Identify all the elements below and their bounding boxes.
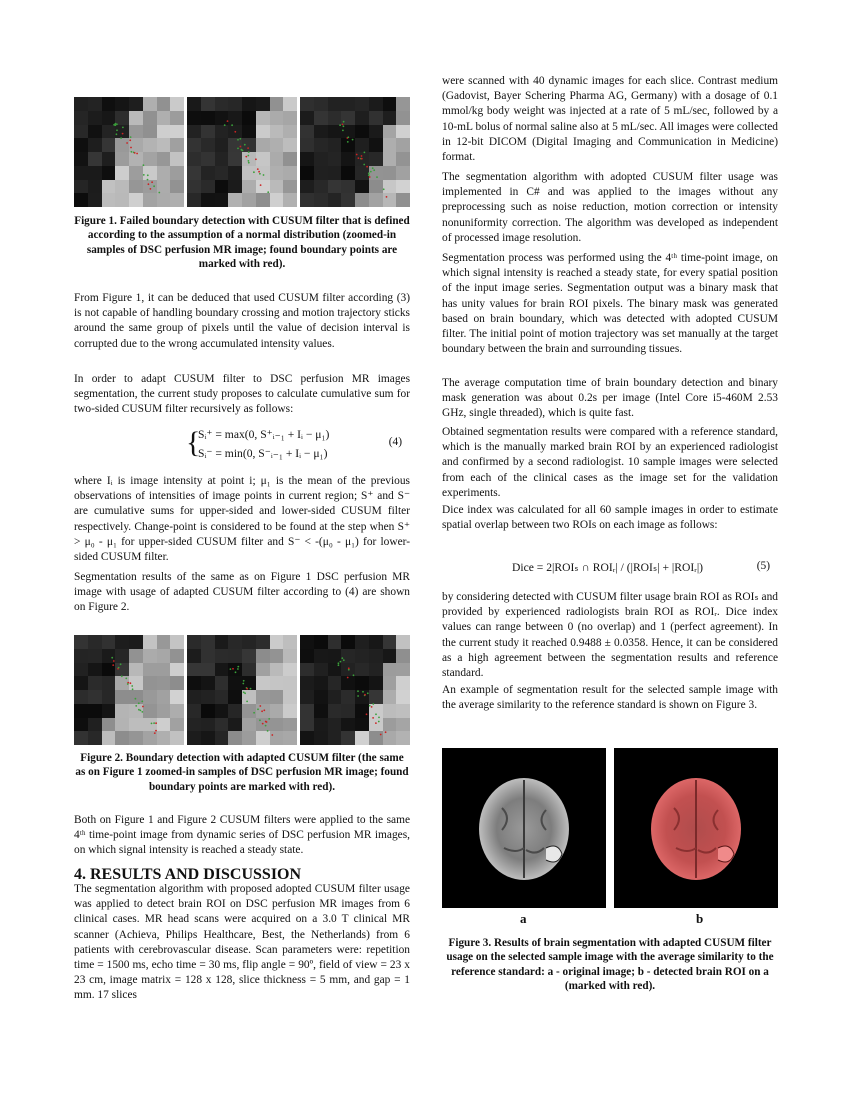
- boundary-points-overlay: [74, 97, 184, 207]
- boundary-point: [261, 710, 263, 712]
- figure-3-label-b: b: [696, 911, 704, 926]
- boundary-point: [372, 703, 374, 705]
- boundary-point: [120, 137, 122, 139]
- equation-4-number: (4): [388, 436, 402, 448]
- boundary-point: [368, 174, 370, 176]
- boundary-point: [118, 667, 120, 669]
- boundary-point: [258, 171, 260, 173]
- boundary-point: [237, 666, 239, 668]
- boundary-point: [265, 725, 267, 727]
- boundary-point: [158, 192, 160, 194]
- figure-3-caption: Figure 3. Results of brain segmentation with adapted CUSUM filter usage on the selected sample image with the average similarity to the reference standard: a - original image; b - detected brain ROI on a (marked with red).: [446, 937, 774, 993]
- boundary-point: [361, 158, 363, 160]
- boundary-point: [150, 188, 152, 190]
- boundary-point: [380, 734, 382, 736]
- boundary-point: [132, 688, 134, 690]
- boundary-point: [347, 677, 349, 679]
- equation-4-line-1: Sᵢ⁺ = max(0, S⁺ᵢ₋₁ + Iᵢ − μ₁): [198, 428, 330, 441]
- boundary-point: [369, 176, 371, 178]
- boundary-point: [143, 174, 145, 176]
- boundary-point: [342, 124, 344, 126]
- boundary-point: [140, 710, 142, 712]
- boundary-points-overlay: [74, 635, 184, 745]
- boundary-point: [116, 133, 118, 135]
- boundary-point: [371, 706, 373, 708]
- boundary-point: [231, 124, 233, 126]
- equation-5-number: (5): [756, 560, 770, 572]
- paragraph: were scanned with 40 dynamic images for each slice. Contrast medium (Gadovist, Bayer Schering Pharma AG, Germany) with a dosage of 0.1 mmol/kg body weight was injected at a rate of 5 mL/sec, followed by a 10-mL bolus of normal saline also at 5 mL/sec. All images were collected in 12-bit DICOM (Digital Imaging and Communication in Medicine) format.: [442, 75, 778, 164]
- equation-5-expression: Dice = 2|ROIₛ ∩ ROIᵣ| / (|ROIₛ| + |ROIᵣ|): [512, 561, 704, 574]
- boundary-point: [255, 158, 257, 160]
- boundary-point: [357, 695, 359, 697]
- boundary-point: [245, 156, 247, 158]
- boundary-point: [135, 698, 137, 700]
- boundary-point: [237, 668, 239, 670]
- boundary-point: [266, 721, 268, 723]
- boundary-point: [136, 153, 138, 155]
- boundary-point: [356, 154, 358, 156]
- boundary-point: [143, 164, 145, 166]
- boundary-points-overlay: [300, 97, 410, 207]
- boundary-point: [378, 721, 380, 723]
- boundary-point: [125, 678, 127, 680]
- figure-3-label-a: a: [520, 911, 527, 926]
- boundary-point: [338, 662, 340, 664]
- boundary-point: [383, 188, 385, 190]
- paragraph: The segmentation algorithm with proposed adopted CUSUM filter usage was applied to detect brain ROI on DSC perfusion MR images from 6 clinical cases. MR head scans were acquired on a 3.0 T clinical MR scanner (Achieva, Philips Healthcare, Best, the Netherlands) from 6 patients with cerebrovascular disease. Scan parameters were: repetition time = 1500 ms, echo time = 30 ms, flip angle = 90º, field of view = 23 x 23 cm, image matrix = 128 x 128, slice thickness = 5 mm, and gap = 1 mm. 17 slices: [74, 883, 410, 1002]
- boundary-point: [126, 142, 128, 144]
- boundary-point: [147, 179, 149, 181]
- boundary-point: [246, 688, 248, 690]
- boundary-point: [127, 683, 129, 685]
- paragraph: Segmentation process was performed using the 4ᵗʰ time-point image, on which signal intensity is reached a steady state, for every spatial position of the input image series. Segmentation output was a binary mask that has unity values for brain ROI pixels. The binary mask was generated based on brain boundary, which was detected with adopted CUSUM filter. The initial point of motion trajectory was set manually at the target boundary between the brain and surrounding tissues.: [442, 252, 778, 356]
- boundary-point: [375, 713, 377, 715]
- boundary-point: [237, 148, 239, 150]
- boundary-point: [131, 151, 133, 153]
- boundary-point: [364, 152, 366, 154]
- boundary-point: [338, 664, 340, 666]
- boundary-point: [148, 183, 150, 185]
- section-heading: 4. RESULTS AND DISCUSSION: [74, 866, 302, 883]
- boundary-point: [259, 705, 261, 707]
- boundary-points-overlay: [187, 635, 297, 745]
- boundary-point: [253, 712, 255, 714]
- boundary-point: [343, 125, 345, 127]
- boundary-point: [386, 196, 388, 198]
- boundary-point: [244, 692, 246, 694]
- boundary-point: [153, 722, 155, 724]
- paragraph: by considering detected with CUSUM filter usage brain ROI as ROIₛ and provided by experienced radiologists brain ROI as ROIᵣ. Dice index values can range between 0 (no overlap) and 1 (perfect agreement). In the current study it reached 0.9488 ± 0.0358. Hence, it can be considered as a high agreement between the segmentation results and reference standard.: [442, 591, 778, 680]
- boundary-point: [353, 674, 355, 676]
- boundary-point: [372, 167, 374, 169]
- boundary-point: [151, 181, 153, 183]
- boundary-point: [248, 160, 250, 162]
- figure-3b-image: [614, 748, 778, 908]
- boundary-point: [147, 174, 149, 176]
- boundary-point: [240, 146, 242, 148]
- boundary-point: [364, 694, 366, 696]
- boundary-point: [262, 723, 264, 725]
- boundary-point: [260, 184, 262, 186]
- brain-roi-overlay-image: [614, 748, 778, 908]
- fig1-panel-2: [187, 97, 297, 207]
- boundary-point: [376, 176, 378, 178]
- boundary-point: [155, 722, 157, 724]
- paragraph: Both on Figure 1 and Figure 2 CUSUM filters were applied to the same 4ᵗʰ time-point image from dynamic series of DSC perfusion MR images, on which signal intensity is reached a steady state.: [74, 814, 410, 857]
- boundary-point: [237, 139, 239, 141]
- boundary-point: [224, 124, 226, 126]
- boundary-point: [241, 149, 243, 151]
- fig2-panel-3: [300, 635, 410, 745]
- boundary-point: [111, 657, 113, 659]
- boundary-point: [227, 120, 229, 122]
- boundary-point: [250, 688, 252, 690]
- boundary-point: [122, 133, 124, 135]
- boundary-point: [342, 130, 344, 132]
- boundary-point: [373, 169, 375, 171]
- boundary-point: [385, 731, 387, 733]
- boundary-point: [372, 717, 374, 719]
- boundary-point: [141, 701, 143, 703]
- boundary-point: [247, 147, 249, 149]
- boundary-point: [135, 705, 137, 707]
- boundary-point: [232, 668, 234, 670]
- boundary-point: [247, 155, 249, 157]
- boundary-point: [112, 664, 114, 666]
- boundary-point: [267, 191, 269, 193]
- boundary-point: [113, 660, 115, 662]
- boundary-point: [347, 141, 349, 143]
- boundary-point: [267, 730, 269, 732]
- boundary-point: [253, 171, 255, 173]
- fig2-panel-1: [74, 635, 184, 745]
- boundary-point: [347, 136, 349, 138]
- fig1-panel-3: [300, 97, 410, 207]
- paragraph: The average computation time of brain boundary detection and binary mask generation was about 0.2s per image (Intel Core i5-460M 2.53 GHz, single threaded), which is quite fast.: [442, 377, 778, 420]
- boundary-point: [263, 709, 265, 711]
- boundary-point: [343, 121, 345, 123]
- paragraph: Dice index was calculated for all 60 sample images in order to estimate spatial overlap between two ROIs on each image as follows:: [442, 504, 778, 532]
- boundary-point: [363, 164, 365, 166]
- equation-4: [74, 425, 410, 465]
- boundary-point: [155, 730, 157, 732]
- boundary-point: [248, 151, 250, 153]
- fig2-panel-2: [187, 635, 297, 745]
- paragraph: where Iᵢ is image intensity at point i; μ₁ is the mean of the previous observations of intensities of image points in current region; S⁺ and S⁻ are cumulative sums for upper-sided and lower-sided CUSUM filter respectively. Change-point is considered to be found at the step when S⁺ > μ₀ - μ₁ for upper-sided CUSUM filter and S⁻ < -(μ₀ - μ₁) for lower-sided CUSUM filter.: [74, 475, 410, 564]
- boundary-point: [116, 123, 118, 125]
- boundary-point: [154, 732, 156, 734]
- boundary-point: [348, 667, 350, 669]
- fig1-panel-1: [74, 97, 184, 207]
- boundary-point: [361, 155, 363, 157]
- equation-brace: {: [186, 426, 201, 459]
- equation-4-line-2: Sᵢ⁻ = min(0, S⁻ᵢ₋₁ + Iᵢ − μ₁): [198, 447, 328, 460]
- boundary-point: [246, 701, 248, 703]
- boundary-point: [234, 131, 236, 133]
- paragraph: The segmentation algorithm with adopted CUSUM filter usage was implemented in C# and was applied to the images without any preprocessing such as noise reduction, motion correction or intensity nonuniformity correction. The algorithm was developed as independent of processed image resolution.: [442, 171, 778, 244]
- boundary-point: [375, 722, 377, 724]
- boundary-point: [151, 723, 153, 725]
- figure-2-caption: Figure 2. Boundary detection with adapted CUSUM filter (the same as on Figure 1 zoomed-in samples of DSC perfusion MR image; found boundary points are marked with red).: [75, 752, 409, 793]
- figure-1-caption: Figure 1. Failed boundary detection with CUSUM filter that is defined according to the assumption of a normal distribution (zoomed-in samples of DSC perfusion MR image; found boundary points are marked with red).: [74, 215, 410, 271]
- paragraph: An example of segmentation result for the selected sample image with the average similarity to the reference standard is shown on Figure 3.: [442, 684, 778, 712]
- boundary-points-overlay: [187, 97, 297, 207]
- boundary-point: [378, 717, 380, 719]
- boundary-points-overlay: [300, 635, 410, 745]
- brain-grayscale-image: [442, 748, 606, 908]
- boundary-point: [370, 171, 372, 173]
- boundary-point: [268, 718, 270, 720]
- paragraph: In order to adapt CUSUM filter to DSC perfusion MR images segmentation, the current study proposes to calculate cumulative sum for two-sided CUSUM filter recursively as follows:: [74, 373, 410, 416]
- boundary-point: [341, 657, 343, 659]
- boundary-point: [239, 138, 241, 140]
- boundary-point: [259, 173, 261, 175]
- paragraph: Obtained segmentation results were compared with a reference standard, which is the manually marked brain ROI by an experienced radiologist and confirmed by a second radiologist. 10 sample images were selected from each of the clinical cases as the image set for the validation experiments.: [442, 426, 778, 499]
- boundary-point: [131, 685, 133, 687]
- boundary-point: [244, 144, 246, 146]
- boundary-point: [243, 680, 245, 682]
- boundary-point: [362, 691, 364, 693]
- boundary-point: [366, 166, 368, 168]
- boundary-point: [358, 157, 360, 159]
- figure-3a-image: [442, 748, 606, 908]
- paragraph: From Figure 1, it can be deduced that used CUSUM filter according (3) is not capable of handling boundary crossing and motion trajectory sticks around the same group of pixels until the value of decision interval is corrupted due to the wrong accumulated intensity values.: [74, 292, 410, 350]
- boundary-point: [366, 713, 368, 715]
- boundary-point: [357, 690, 359, 692]
- boundary-point: [138, 702, 140, 704]
- boundary-point: [242, 683, 244, 685]
- boundary-point: [248, 162, 250, 164]
- boundary-point: [263, 174, 265, 176]
- boundary-point: [339, 124, 341, 126]
- boundary-point: [340, 661, 342, 663]
- boundary-point: [129, 139, 131, 141]
- boundary-point: [130, 136, 132, 138]
- boundary-point: [122, 127, 124, 129]
- boundary-point: [142, 706, 144, 708]
- boundary-point: [134, 152, 136, 154]
- boundary-point: [230, 668, 232, 670]
- boundary-point: [343, 659, 345, 661]
- boundary-point: [271, 734, 273, 736]
- boundary-point: [141, 711, 143, 713]
- boundary-point: [121, 675, 123, 677]
- boundary-point: [367, 692, 369, 694]
- boundary-point: [130, 682, 132, 684]
- boundary-point: [369, 705, 371, 707]
- boundary-point: [153, 185, 155, 187]
- boundary-point: [120, 663, 122, 665]
- boundary-point: [257, 168, 259, 170]
- boundary-point: [368, 172, 370, 174]
- boundary-point: [352, 139, 354, 141]
- boundary-point: [257, 708, 259, 710]
- boundary-point: [116, 129, 118, 131]
- boundary-point: [259, 719, 261, 721]
- boundary-point: [235, 671, 237, 673]
- paragraph: Segmentation results of the same as on Figure 1 DSC perfusion MR image with usage of adapted CUSUM filter according to (4) are shown on Figure 2.: [74, 571, 410, 614]
- boundary-point: [130, 147, 132, 149]
